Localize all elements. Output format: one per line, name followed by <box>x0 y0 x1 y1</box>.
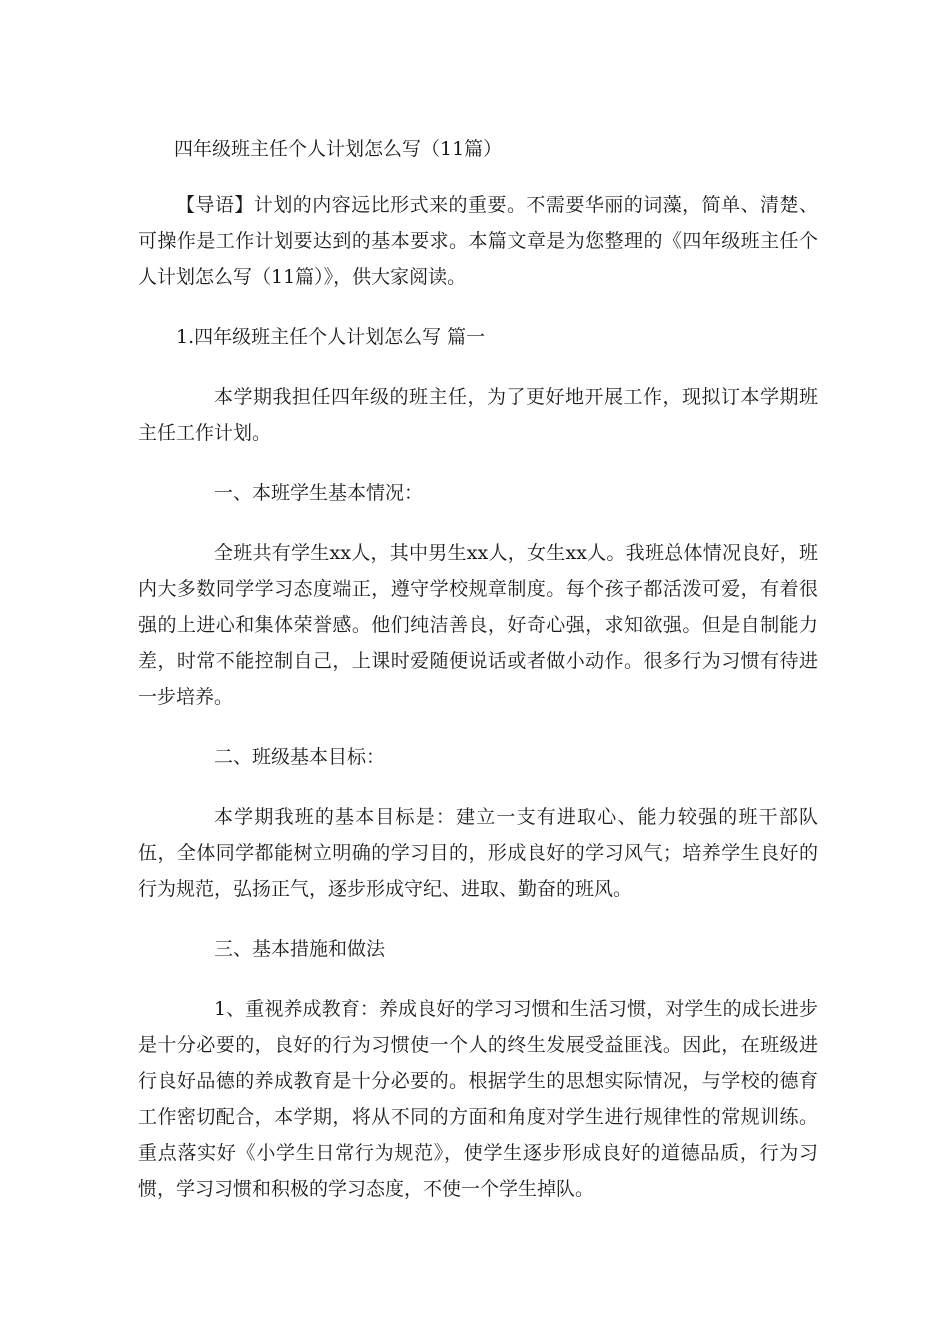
heading-student-situation: 一、本班学生基本情况： <box>214 482 424 504</box>
opening-paragraph: 本学期我担任四年级的班主任，为了更好地开展工作，现拟订本学期班主任工作计划。 <box>138 386 818 444</box>
heading-measures: 三、基本措施和做法 <box>214 938 386 960</box>
paragraph-measures: 1、重视养成教育：养成良好的学习习惯和生活习惯，对学生的成长进步是十分必要的，良好的行为习惯使一个人的终生发展受益匪浅。因此，在班级进行良好品德的养成教育是十分必要的。根据学生的思想实际情况，与学校的德育工作密切配合，本学期，将从不同的方面和角度对学生进行规律性的常规训练。重点落实好《小学生日常行为规范》，使学生逐步形成良好的道德品质，行为习惯，学习习惯和积极的学习态度，不使一个学生掉队。 <box>138 998 818 1200</box>
document-title: 四年级班主任个人计划怎么写（11篇） <box>174 138 503 160</box>
document-body <box>138 131 818 1207</box>
intro-paragraph: 【导语】计划的内容远比形式来的重要。不需要华丽的词藻，简单、清楚、可操作是工作计划要达到的基本要求。本篇文章是为您整理的《四年级班主任个人计划怎么写（11篇）》，供大家阅读。 <box>138 194 818 288</box>
paragraph-class-goals: 本学期我班的基本目标是：建立一支有进取心、能力较强的班干部队伍，全体同学都能树立明确的学习目的，形成良好的学习风气；培养学生良好的行为规范，弘扬正气，逐步形成守纪、进取、勤奋的班风。 <box>138 806 818 900</box>
heading-class-goals: 二、班级基本目标： <box>214 746 386 768</box>
paragraph-student-situation: 全班共有学生xx人，其中男生xx人，女生xx人。我班总体情况良好，班内大多数同学学习态度端正，遵守学校规章制度。每个孩子都活泼可爱，有着很强的上进心和集体荣誉感。他们纯洁善良，好奇心强，求知欲强。但是自制能力差，时常不能控制自己，上课时爱随便说话或者做小动作。很多行为习惯有待进一步培养。 <box>138 542 818 708</box>
section-title: 1.四年级班主任个人计划怎么写 篇一 <box>176 326 486 348</box>
